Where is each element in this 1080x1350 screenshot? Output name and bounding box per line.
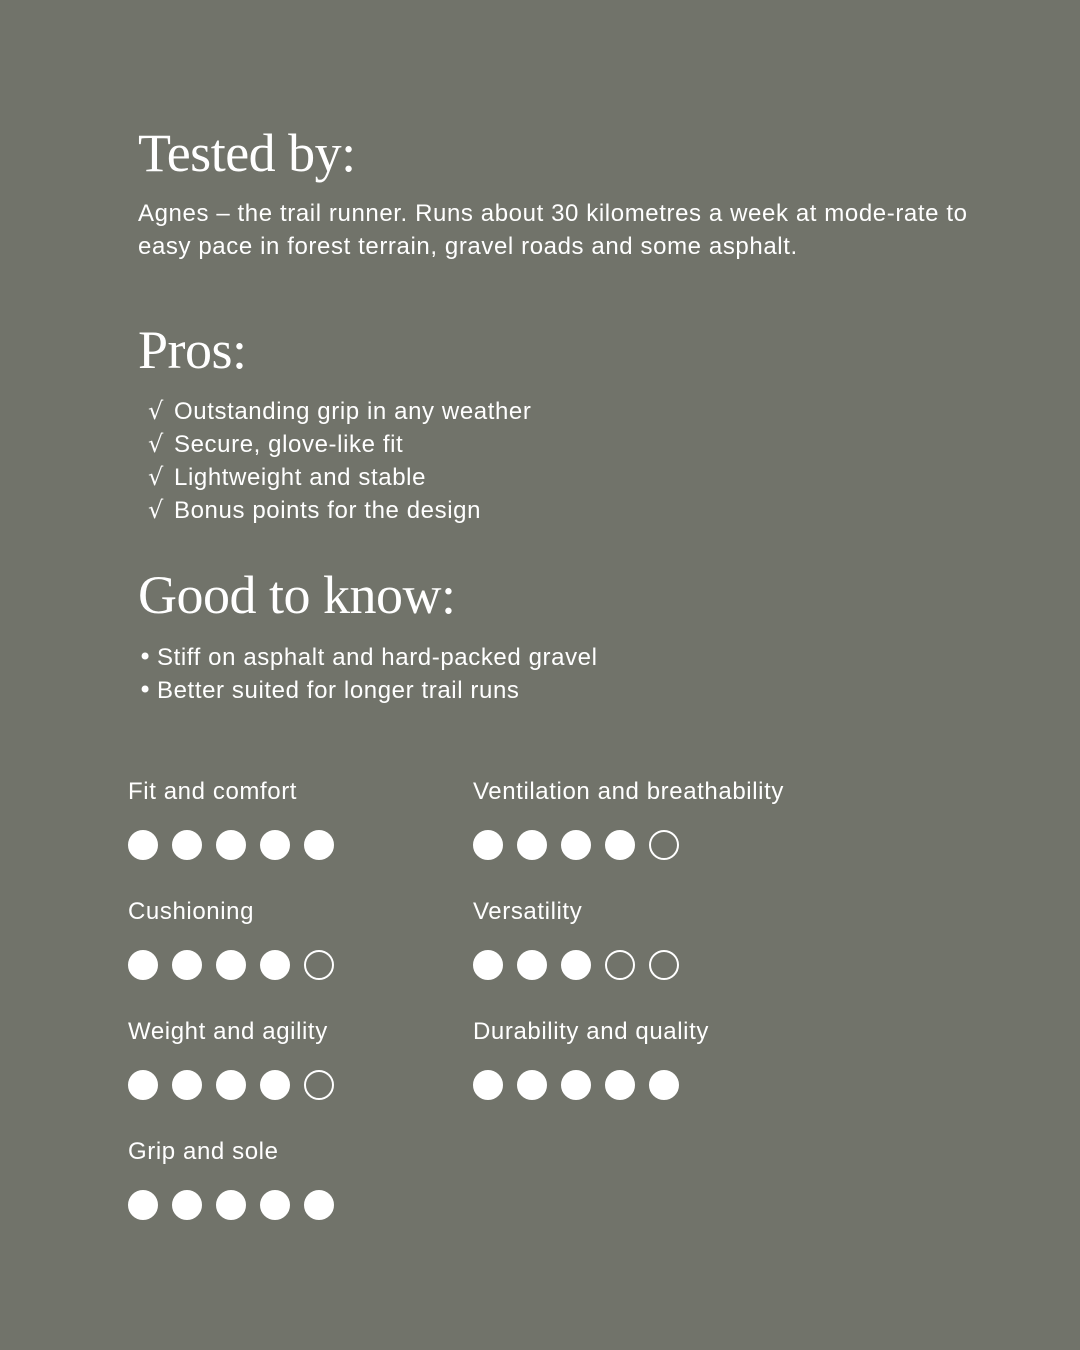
filled-dot-icon [304,1190,334,1220]
filled-dot-icon [605,1070,635,1100]
pros-item-text: Bonus points for the design [174,497,482,524]
empty-dot-icon [605,950,635,980]
filled-dot-icon [216,950,246,980]
filled-dot-icon [260,1070,290,1100]
rating-label: Ventilation and breathability [473,778,784,805]
good-to-know-item [138,674,598,707]
empty-dot-icon [304,1070,334,1100]
filled-dot-icon [128,830,158,860]
good-to-know-list [138,641,598,707]
check-icon: √ [148,430,164,458]
pros-item-text: Lightweight and stable [174,464,427,491]
rating-label: Durability and quality [473,1018,709,1045]
pros-item [148,494,531,527]
filled-dot-icon [473,830,503,860]
pros-item [148,395,531,428]
good-to-know-item-text: Stiff on asphalt and hard-packed gravel [157,644,598,671]
check-icon: √ [148,463,164,491]
filled-dot-icon [605,830,635,860]
pros-heading: Pros: [138,320,247,380]
filled-dot-icon [260,950,290,980]
filled-dot-icon [128,1190,158,1220]
rating-label: Fit and comfort [128,778,298,805]
bullet-icon: • [138,676,153,704]
pros-item [148,461,531,494]
filled-dot-icon [260,830,290,860]
filled-dot-icon [561,950,591,980]
rating-label: Versatility [473,898,583,925]
rating-label: Weight and agility [128,1018,328,1045]
filled-dot-icon [473,1070,503,1100]
rating-grip-and-sole [128,1137,548,1220]
empty-dot-icon [304,950,334,980]
rating-ventilation-and-breathability [473,777,893,860]
bullet-icon: • [138,643,153,671]
rating-dots [473,1070,893,1100]
check-icon: √ [148,496,164,524]
pros-list [148,395,531,527]
filled-dot-icon [304,830,334,860]
rating-dots [473,830,893,860]
pros-item-text: Secure, glove-like fit [174,431,404,458]
rating-durability-and-quality [473,1017,893,1100]
filled-dot-icon [260,1190,290,1220]
filled-dot-icon [128,950,158,980]
filled-dot-icon [172,830,202,860]
rating-dots [473,950,893,980]
filled-dot-icon [561,1070,591,1100]
filled-dot-icon [128,1070,158,1100]
good-to-know-heading: Good to know: [138,565,456,625]
filled-dot-icon [473,950,503,980]
rating-dots [128,1190,548,1220]
rating-label: Grip and sole [128,1138,279,1165]
filled-dot-icon [216,1190,246,1220]
filled-dot-icon [517,950,547,980]
rating-versatility [473,897,893,980]
filled-dot-icon [172,1190,202,1220]
filled-dot-icon [216,830,246,860]
filled-dot-icon [517,1070,547,1100]
filled-dot-icon [517,830,547,860]
pros-item [148,428,531,461]
filled-dot-icon [649,1070,679,1100]
pros-item-text: Outstanding grip in any weather [174,398,532,425]
filled-dot-icon [216,1070,246,1100]
good-to-know-item [138,641,598,674]
tested-by-heading: Tested by: [138,123,356,183]
filled-dot-icon [561,830,591,860]
check-icon: √ [148,397,164,425]
good-to-know-item-text: Better suited for longer trail runs [157,677,520,704]
filled-dot-icon [172,950,202,980]
tester-description [138,197,978,263]
rating-label: Cushioning [128,898,255,925]
tester-description-text: Agnes – the trail runner. Runs about 30 kilometres a week at mode-rate to easy pace in forest terrain, gravel roads and some asphalt. [138,200,968,260]
filled-dot-icon [172,1070,202,1100]
empty-dot-icon [649,950,679,980]
empty-dot-icon [649,830,679,860]
